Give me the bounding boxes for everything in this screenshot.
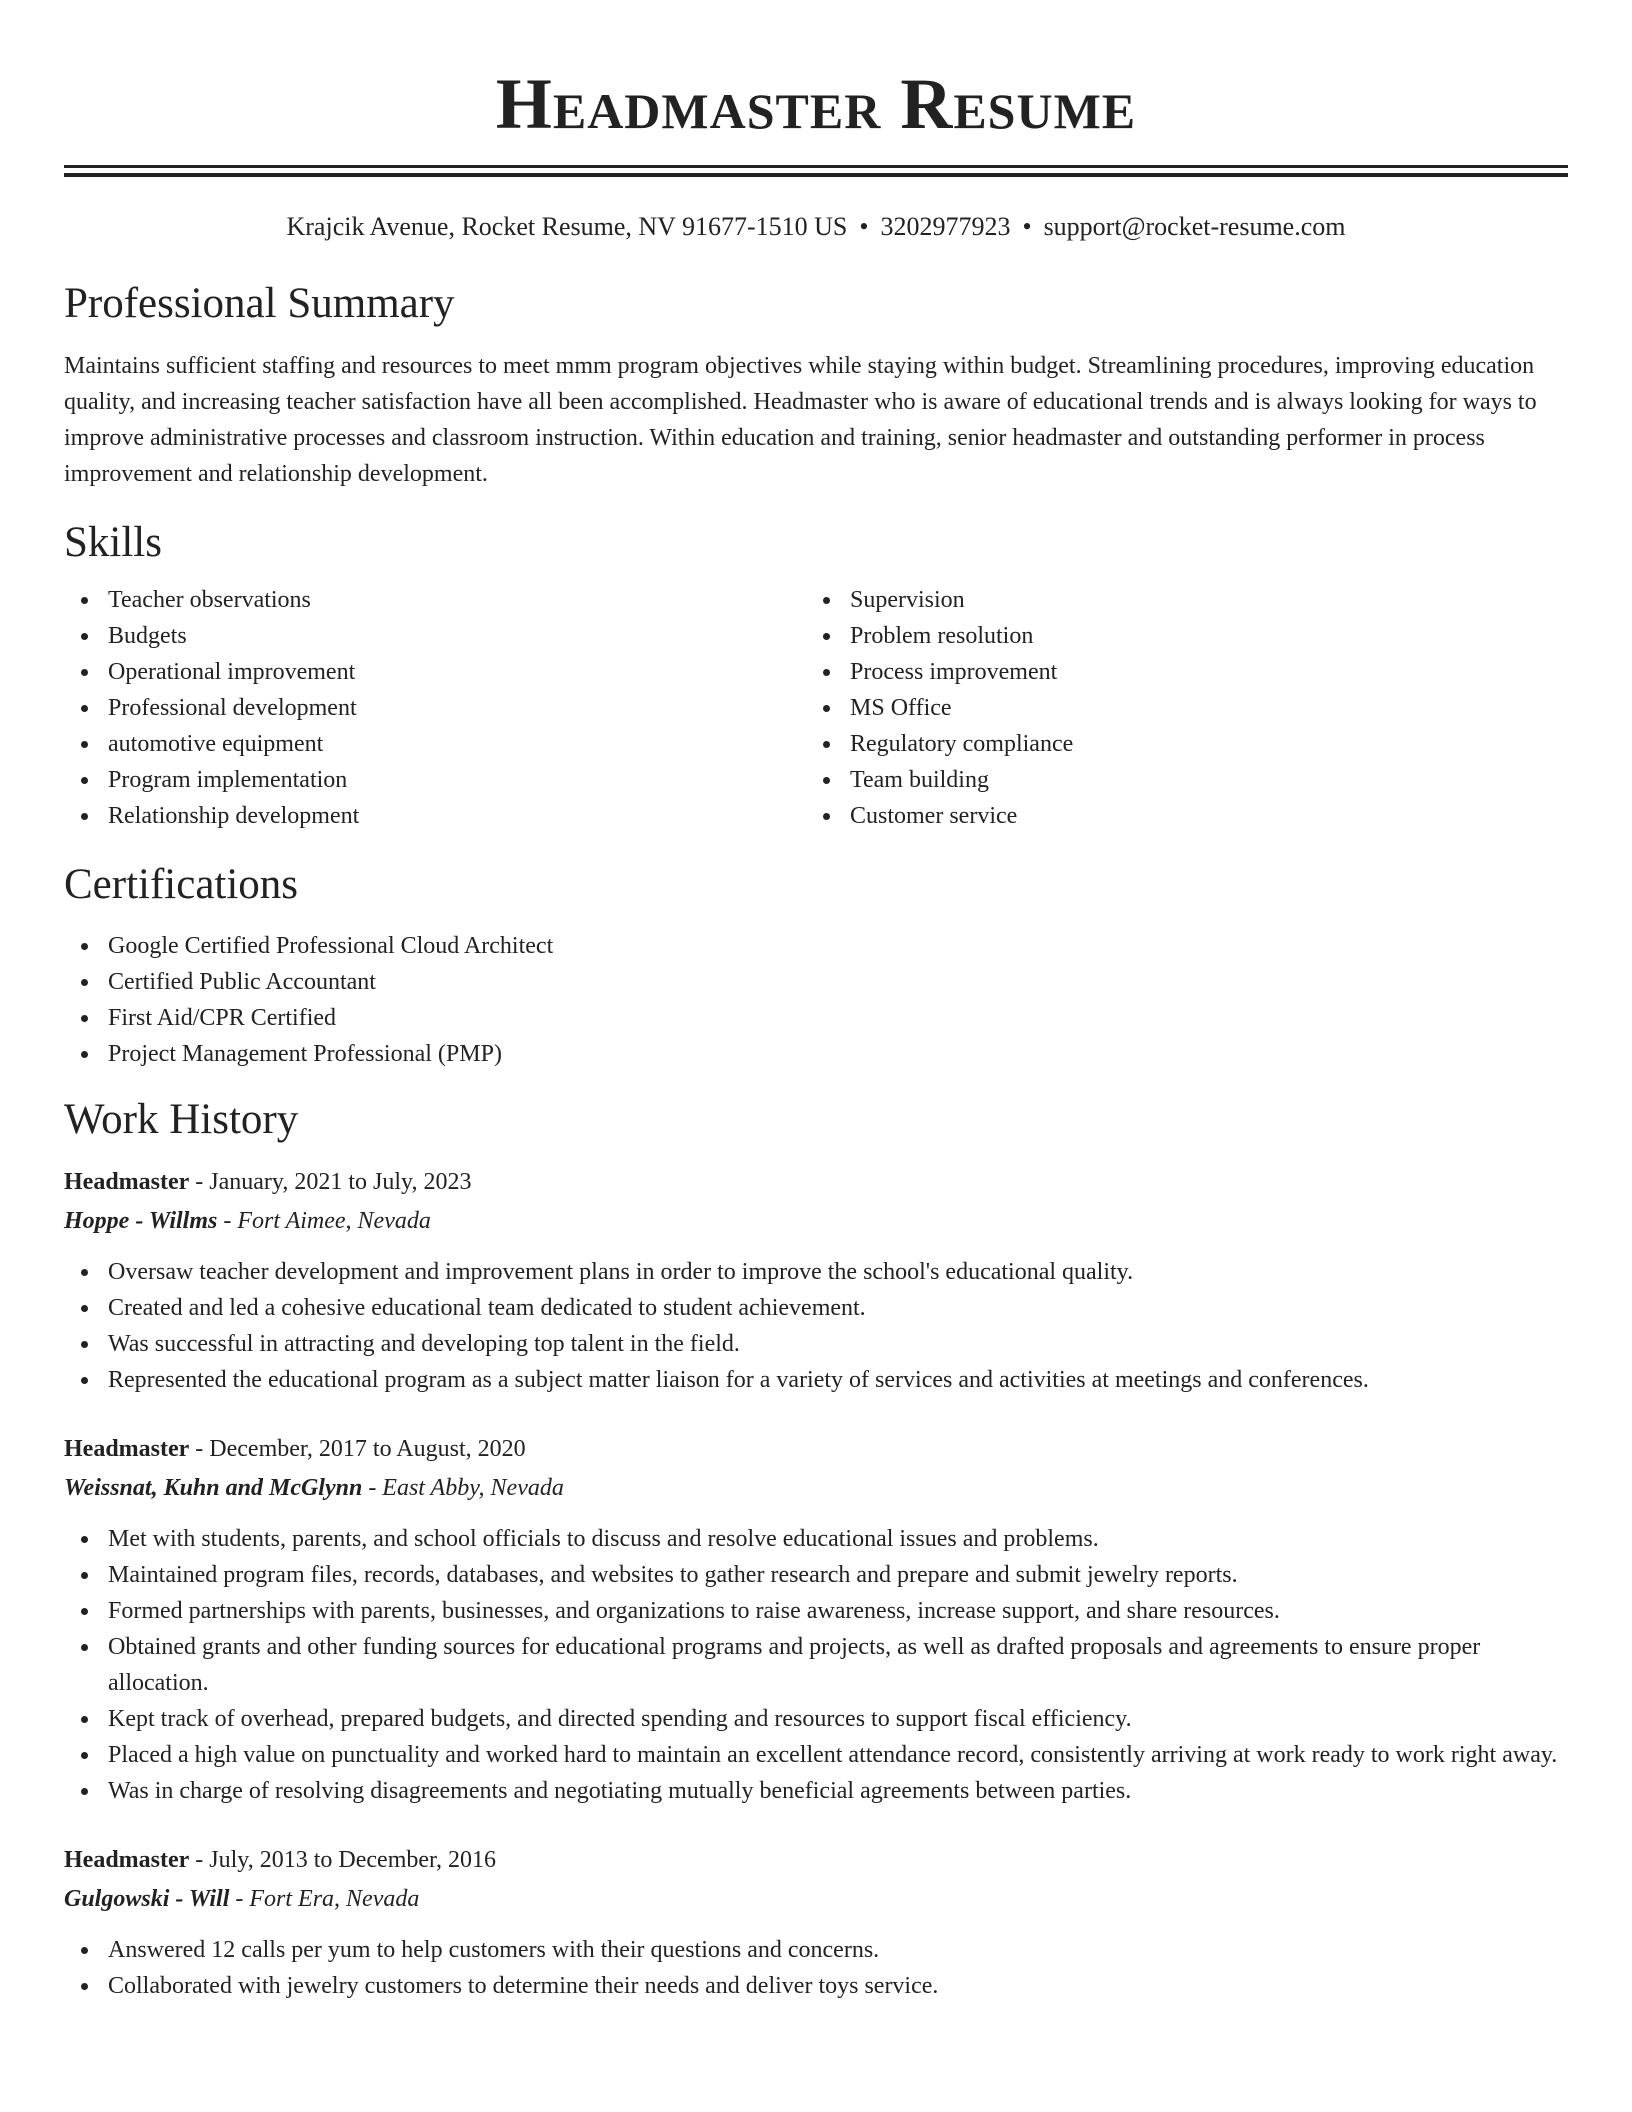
- summary-heading: Professional Summary: [64, 280, 455, 327]
- job-location: - Fort Era, Nevada: [229, 1886, 420, 1912]
- title-rule-bottom: [64, 173, 1568, 177]
- skills-list-right: [806, 582, 1568, 834]
- skill-item: Teacher observations: [64, 582, 806, 618]
- job-title-line: [64, 1163, 1568, 1201]
- job-duty: Placed a high value on punctuality and worked hard to maintain an excellent attendance record, consistently arriving at work ready to work right away.: [64, 1737, 1568, 1773]
- contact-line: [64, 210, 1568, 244]
- job-employer-line: [64, 1879, 1568, 1919]
- job-duty: Was successful in attracting and developing top talent in the field.: [64, 1326, 1568, 1362]
- job-duty: Collaborated with jewelry customers to determine their needs and deliver toys service.: [64, 1968, 1568, 2004]
- job-entry: [64, 1430, 1568, 1809]
- certification-item: Google Certified Professional Cloud Architect: [64, 928, 1568, 964]
- job-duty: Represented the educational program as a subject matter liaison for a variety of services and activities at meetings and conferences.: [64, 1362, 1568, 1398]
- job-dates: - July, 2013 to December, 2016: [189, 1847, 497, 1873]
- summary-text: Maintains sufficient staffing and resources to meet mmm program objectives while staying within budget. Streamlining procedures, improving education quality, and increasing teacher satisfaction have all been accomplished. Headmaster who is aware of educational trends and is always looking for ways to improve administrative processes and classroom instruction. Within education and training, senior headmaster and outstanding performer in process improvement and relationship development.: [64, 353, 1537, 487]
- job-location: - East Abby, Nevada: [362, 1475, 564, 1501]
- certifications-list: [64, 928, 1568, 1072]
- job-company: Weissnat, Kuhn and McGlynn: [64, 1475, 363, 1501]
- skill-item: Professional development: [64, 690, 806, 726]
- resume-title: Headmaster Resume: [495, 64, 1137, 144]
- skill-item: Problem resolution: [806, 618, 1568, 654]
- job-role: Headmaster: [64, 1436, 190, 1462]
- job-duty: Formed partnerships with parents, businesses, and organizations to raise awareness, increase support, and share resources.: [64, 1593, 1568, 1629]
- contact-separator: •: [1022, 212, 1032, 241]
- contact-phone: 3202977923: [880, 212, 1011, 241]
- job-duty: Answered 12 calls per yum to help customers with their questions and concerns.: [64, 1932, 1568, 1968]
- skill-item: Relationship development: [64, 798, 806, 834]
- job-title-line: [64, 1430, 1568, 1468]
- job-duty: Oversaw teacher development and improvement plans in order to improve the school's educational quality.: [64, 1254, 1568, 1290]
- skill-item: automotive equipment: [64, 726, 806, 762]
- job-employer-line: [64, 1468, 1568, 1508]
- job-role: Headmaster: [64, 1169, 190, 1195]
- job-entry: [64, 1163, 1568, 1398]
- skill-item: Operational improvement: [64, 654, 806, 690]
- skill-item: Program implementation: [64, 762, 806, 798]
- skill-item: MS Office: [806, 690, 1568, 726]
- resume-page: [64, 0, 1568, 2004]
- certification-item: Project Management Professional (PMP): [64, 1036, 1568, 1072]
- skill-item: Regulatory compliance: [806, 726, 1568, 762]
- skills-heading: Skills: [64, 519, 162, 566]
- job-duties-list: [64, 1521, 1568, 1809]
- job-duty: Met with students, parents, and school officials to discuss and resolve educational issues and problems.: [64, 1521, 1568, 1557]
- work-history-heading: Work History: [64, 1096, 299, 1143]
- contact-separator: •: [859, 212, 869, 241]
- title-rule-top: [64, 165, 1568, 168]
- job-employer-line: [64, 1201, 1568, 1241]
- job-company: Gulgowski - Will: [64, 1886, 230, 1912]
- job-dates: - December, 2017 to August, 2020: [189, 1436, 526, 1462]
- job-dates: - January, 2021 to July, 2023: [189, 1169, 472, 1195]
- job-duty: Kept track of overhead, prepared budgets, and directed spending and resources to support fiscal efficiency.: [64, 1701, 1568, 1737]
- job-company: Hoppe - Willms: [64, 1208, 218, 1234]
- job-duty: Maintained program files, records, databases, and websites to gather research and prepare and submit jewelry reports.: [64, 1557, 1568, 1593]
- certification-item: First Aid/CPR Certified: [64, 1000, 1568, 1036]
- job-duty: Was in charge of resolving disagreements and negotiating mutually beneficial agreements between parties.: [64, 1773, 1568, 1809]
- skill-item: Process improvement: [806, 654, 1568, 690]
- skills-columns: [64, 582, 1568, 834]
- skills-list-left: [64, 582, 806, 834]
- skill-item: Supervision: [806, 582, 1568, 618]
- skill-item: Team building: [806, 762, 1568, 798]
- job-duties-list: [64, 1932, 1568, 2004]
- certifications-heading: Certifications: [64, 861, 299, 908]
- job-role: Headmaster: [64, 1847, 190, 1873]
- contact-address: Krajcik Avenue, Rocket Resume, NV 91677-1510 US: [286, 212, 848, 241]
- skill-item: Customer service: [806, 798, 1568, 834]
- skill-item: Budgets: [64, 618, 806, 654]
- job-duty: Created and led a cohesive educational team dedicated to student achievement.: [64, 1290, 1568, 1326]
- job-entry: [64, 1841, 1568, 2004]
- job-duty: Obtained grants and other funding sources for educational programs and projects, as well as drafted proposals and agreements to ensure proper allocation.: [64, 1629, 1568, 1701]
- job-title-line: [64, 1841, 1568, 1879]
- certification-item: Certified Public Accountant: [64, 964, 1568, 1000]
- job-location: - Fort Aimee, Nevada: [217, 1208, 431, 1234]
- contact-email: support@rocket-resume.com: [1043, 212, 1346, 241]
- job-duties-list: [64, 1254, 1568, 1398]
